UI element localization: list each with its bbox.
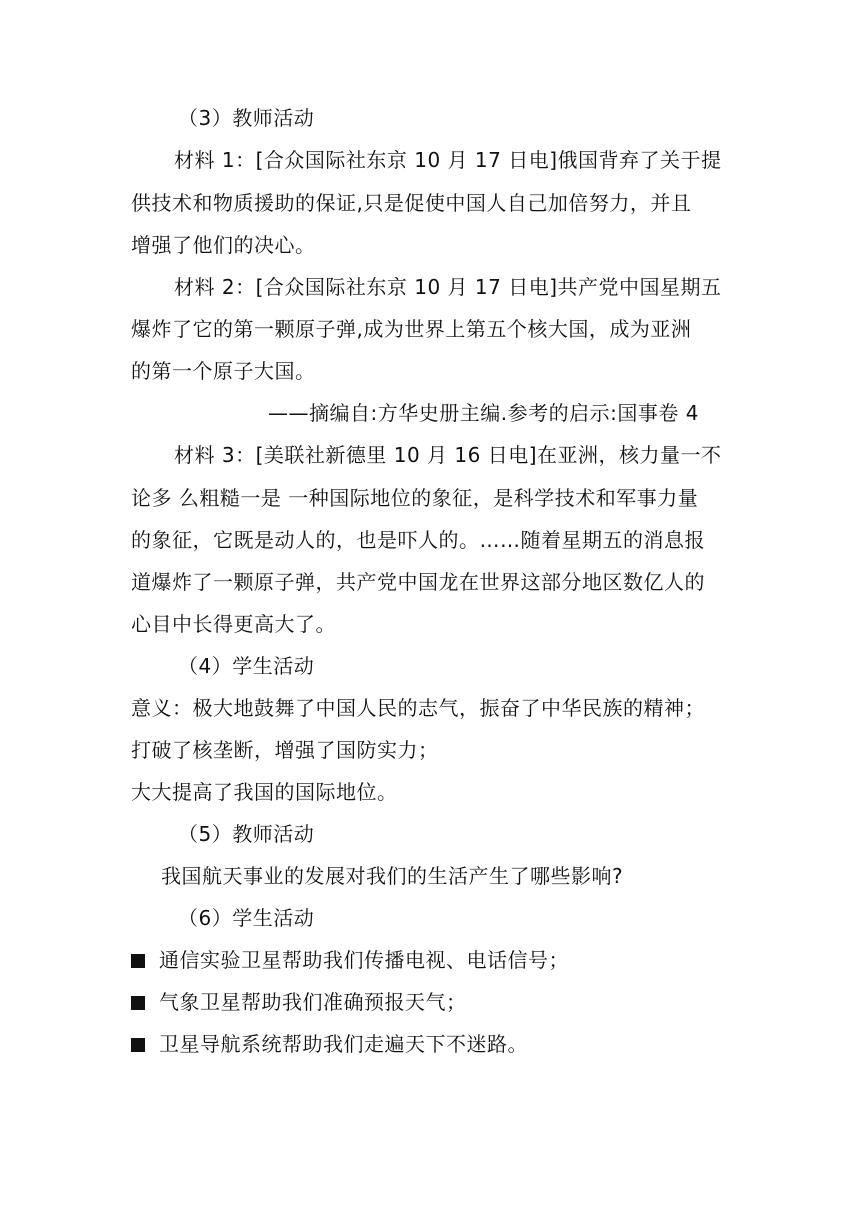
section-5-heading: （5）教师活动 — [178, 822, 315, 846]
material-3-line-2: 论多 么粗糙一是 一种国际地位的象征，是科学技术和军事力量 — [131, 486, 699, 510]
material-2-line-3: 的第一个原子大国。 — [131, 359, 316, 383]
significance-line-1: 意义：极大地鼓舞了中国人民的志气，振奋了中华民族的精神； — [131, 696, 705, 720]
list-item-text: 气象卫星帮助我们准确预报天气； — [159, 990, 467, 1014]
material-3-line-3: 的象征，它既是动人的，也是吓人的。……随着星期五的消息报 — [131, 528, 705, 552]
aerospace-question: 我国航天事业的发展对我们的生活产生了哪些影响? — [161, 864, 624, 888]
material-2-source: ——摘编自:方华史册主编.参考的启示:国事卷 4 — [268, 401, 699, 425]
square-bullet-icon — [131, 954, 145, 968]
material-2-line-1: 材料 2：[合众国际社东京 10 月 17 日电]共产党中国星期五 — [174, 275, 722, 299]
list-item — [131, 988, 467, 1016]
material-1-line-3: 增强了他们的决心。 — [131, 233, 316, 257]
square-bullet-icon — [131, 996, 145, 1010]
section-6-heading: （6）学生活动 — [178, 906, 315, 930]
significance-line-3: 大大提高了我国的国际地位。 — [131, 780, 398, 804]
list-item-text: 卫星导航系统帮助我们走遍天下不迷路。 — [159, 1032, 528, 1056]
section-4-heading: （4）学生活动 — [178, 654, 315, 678]
material-3-line-1: 材料 3：[美联社新德里 10 月 16 日电]在亚洲，核力量一不 — [174, 443, 722, 467]
material-1-line-1: 材料 1：[合众国际社东京 10 月 17 日电]俄国背弃了关于提 — [174, 148, 722, 172]
square-bullet-icon — [131, 1038, 145, 1052]
material-1-line-2: 供技术和物质援助的保证,只是促使中国人自己加倍努力，并且 — [131, 191, 692, 215]
list-item — [131, 946, 569, 974]
material-3-line-4: 道爆炸了一颗原子弹，共产党中国龙在世界这部分地区数亿人的 — [131, 570, 705, 594]
significance-line-2: 打破了核垄断，增强了国防实力； — [131, 738, 439, 762]
list-item — [131, 1030, 528, 1058]
material-2-line-2: 爆炸了它的第一颗原子弹,成为世界上第五个核大国，成为亚洲 — [131, 317, 692, 341]
list-item-text: 通信实验卫星帮助我们传播电视、电话信号； — [159, 948, 569, 972]
material-3-line-5: 心目中长得更高大了。 — [131, 612, 336, 636]
section-3-heading: （3）教师活动 — [178, 106, 315, 130]
